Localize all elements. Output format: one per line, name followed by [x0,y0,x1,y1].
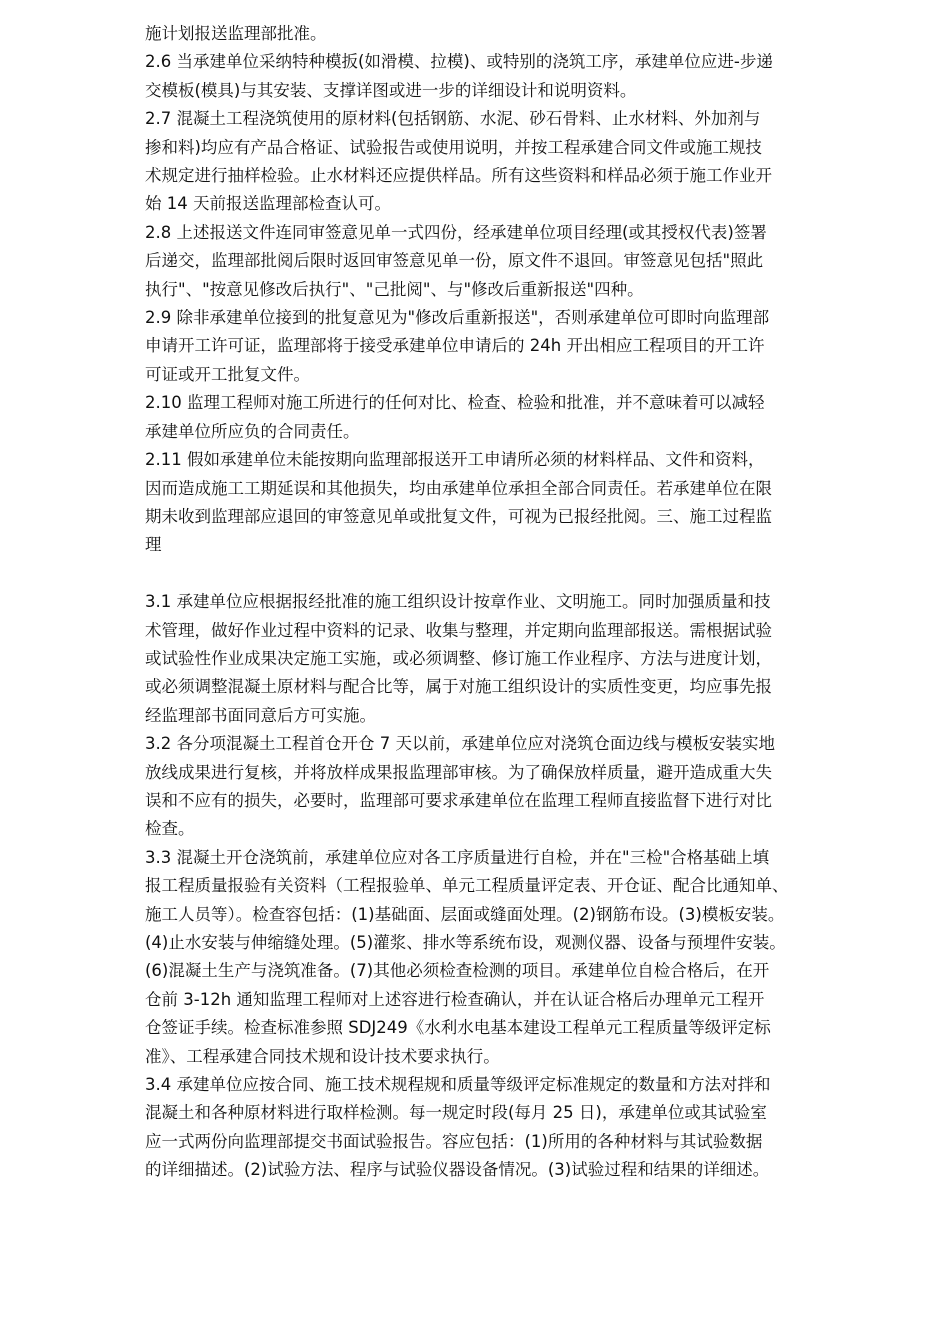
text-line: 因而造成施工工期延误和其他损失，均由承建单位承担全部合同责任。若承建单位在限 [145,478,772,498]
document-body [145,20,905,1185]
text-line: 应一式两份向监理部提交书面试验报告。容应包括：(1)所用的各种材料与其试验数据 [145,1131,763,1151]
text-line: 混凝土和各种原材料进行取样检测。每一规定时段(每月 25 日)，承建单位或其试验室 [145,1103,767,1123]
text-line: 3.4 承建单位应按合同、施工技术规程规和质量等级评定标准规定的数量和方法对拌和 [145,1075,771,1095]
text-line: 报工程质量报验有关资料（工程报验单、单元工程质量评定表、开仓证、配合比通知单、 [145,876,789,896]
text-line: 可证或开工批复文件。 [145,364,310,384]
text-line: 的详细描述。(2)试验方法、程序与试验仪器设备情况。(3)试验过程和结果的详细述。 [145,1160,770,1180]
text-line: 执行"、"按意见修改后执行"、"己批阅"、与"修改后重新报送"四种。 [145,279,644,299]
text-line: 交模板(模具)与其安装、支撑详图或进一步的详细设计和说明资料。 [145,80,637,100]
text-line: 误和不应有的损失，必要时，监理部可要求承建单位在监理工程师直接监督下进行对比 [145,790,772,810]
text-line: 放线成果进行复核，并将放样成果报监理部审核。为了确保放样质量，避开造成重大失 [145,762,772,782]
text-line: 2.10 监理工程师对施工所进行的任何对比、检查、检验和批准，并不意味着可以减轻 [145,393,765,413]
text-line: 3.2 各分项混凝土工程首仓开仓 7 天以前，承建单位应对浇筑仓面边线与模板安装实地 [145,734,775,754]
text-line: 检查。 [145,819,195,839]
text-line: 3.1 承建单位应根据报经批准的施工组织设计按章作业、文明施工。同时加强质量和技 [145,592,771,612]
text-line: 承建单位所应负的合同责任。 [145,421,360,441]
text-line: 始 14 天前报送监理部检查认可。 [145,194,391,214]
text-line: 2.11 假如承建单位未能按期向监理部报送开工申请所必须的材料样品、文件和资料， [145,450,765,470]
text-line: 申请开工许可证，监理部将于接受承建单位申请后的 24h 开出相应工程项目的开工许 [145,336,765,356]
text-line: 2.9 除非承建单位接到的批复意见为"修改后重新报送"，否则承建单位可即时向监理部 [145,308,770,328]
text-line: 仓前 3-12h 通知监理工程师对上述容进行检查确认，并在认证合格后办理单元工程开 [145,989,765,1009]
blank-line [145,560,905,588]
text-line: 理 [145,535,162,555]
text-line: 术规定进行抽样检验。止水材料还应提供样品。所有这些资料和样品必须于施工作业开 [145,166,772,186]
text-line: 2.7 混凝土工程浇筑使用的原材料(包括钢筋、水泥、砂石骨料、止水材料、外加剂与 [145,109,761,129]
text-line: 2.8 上述报送文件连同审签意见单一式四份，经承建单位项目经理(或其授权代表)签署 [145,222,767,242]
text-line: 期未收到监理部应退回的审签意见单或批复文件，可视为已报经批阅。三、施工过程监 [145,506,772,526]
text-line: 或必须调整混凝土原材料与配合比等，属于对施工组织设计的实质性变更，均应事先报 [145,677,772,697]
text-line: 后递交，监理部批阅后限时返回审签意见单一份，原文件不退回。审签意见包括"照此 [145,251,764,271]
text-line: 施计划报送监理部批准。 [145,24,327,43]
text-line: 掺和料)均应有产品合格证、试验报告或使用说明，并按工程承建合同文件或施工规技 [145,137,762,157]
text-line: 仓签证手续。检查标准参照 SDJ249《水利水电基本建设工程单元工程质量等级评定标 [145,1018,771,1038]
text-line: 2.6 当承建单位采纳特种模扳(如滑模、拉模)、或特别的浇筑工序，承建单位应进-步递 [145,52,773,72]
text-line: 经监理部书面同意后方可实施。 [145,705,376,725]
text-line: 或试验性作业成果决定施工实施，或必须调整、修订施工作业程序、方法与进度计划， [145,648,772,668]
text-line: 准》、工程承建合同技术规和设计技术要求执行。 [145,1046,500,1066]
text-line: 3.3 混凝土开仓浇筑前，承建单位应对各工序质量进行自检，并在"三检"合格基础上填 [145,847,770,867]
text-line: 术管理，做好作业过程中资料的记录、收集与整理，并定期向监理部报送。需根据试验 [145,620,772,640]
text-line: 施工人员等）。检查容包括：(1)基础面、层面或缝面处理。(2)钢筋布设。(3)模板安装。 [145,904,785,924]
text-line: (6)混凝土生产与浇筑准备。(7)其他必须检查检测的项目。承建单位自检合格后，在开 [145,961,770,981]
text-line: (4)止水安装与伸缩缝处理。(5)灌浆、排水等系统布设，观测仪器、设备与预埋件安装。 [145,932,786,952]
